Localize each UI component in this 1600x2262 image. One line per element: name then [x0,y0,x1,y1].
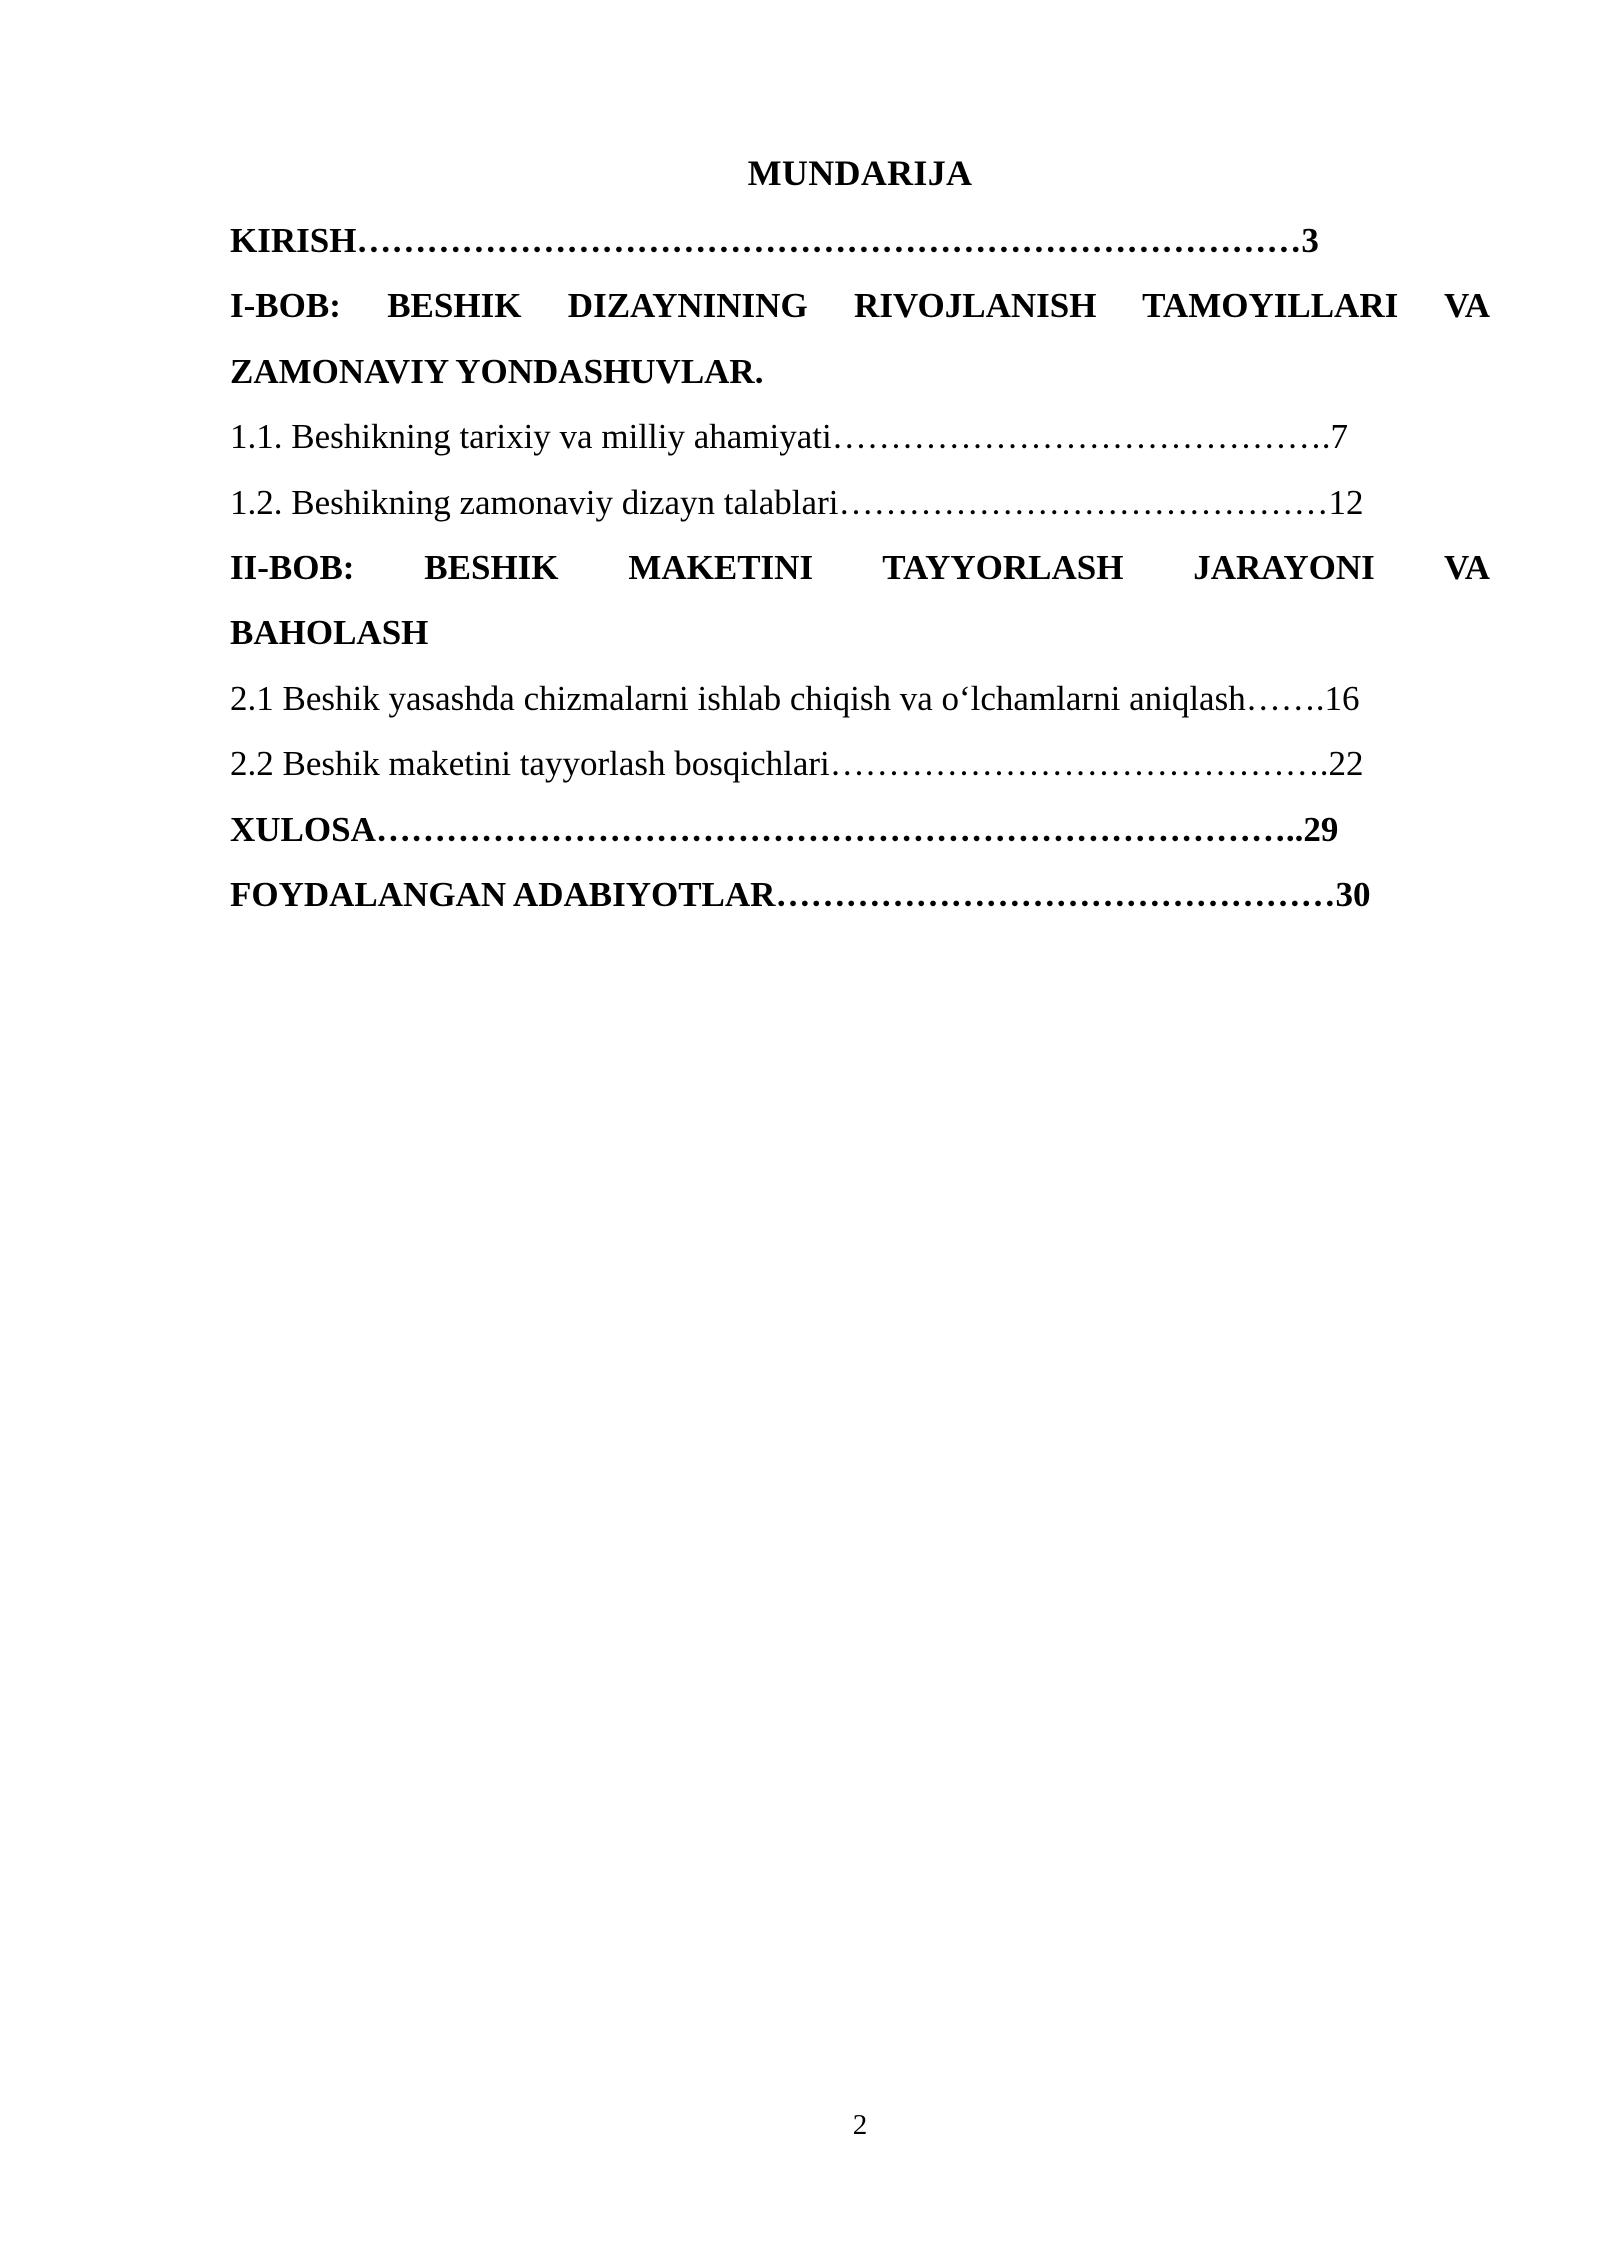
toc-chapter-2-heading: II-BOB: BESHIK MAKETINI TAYYORLASH JARAYONI VA [230,547,1490,587]
toc-section-2-2: 2.2 Beshik maketini tayyorlash bosqichlari…………………………………….22 [230,744,1364,784]
toc-entry-references: FOYDALANGAN ADABIYOTLAR…………………………………………30 [230,874,1371,914]
toc-entry-xulosa: XULOSA……………………………………………………………………..29 [230,809,1339,849]
page-title: MUNDARIJA [747,153,973,193]
page-number: 2 [852,2109,868,2141]
toc-section-1-1: 1.1. Beshikning tarixiy va milliy ahamiyati…………………………………….7 [230,417,1348,457]
toc-chapter-1-heading-continued: ZAMONAVIY YONDASHUVLAR. [230,351,764,391]
toc-chapter-1-heading: I-BOB: BESHIK DIZAYNINING RIVOJLANISH TAMOYILLARI VA [230,286,1490,326]
toc-section-2-1: 2.1 Beshik yasashda chizmalarni ishlab chiqish va o‘lchamlarni aniqlash…….16 [230,678,1360,718]
toc-section-1-2: 1.2. Beshikning zamonaviy dizayn talablari……………………………………12 [230,482,1364,522]
toc-entry-kirish: KIRISH………………………………………………………………………3 [230,221,1319,260]
toc-chapter-2-heading-continued: BAHOLASH [230,613,429,653]
table-of-contents [230,218,1490,937]
